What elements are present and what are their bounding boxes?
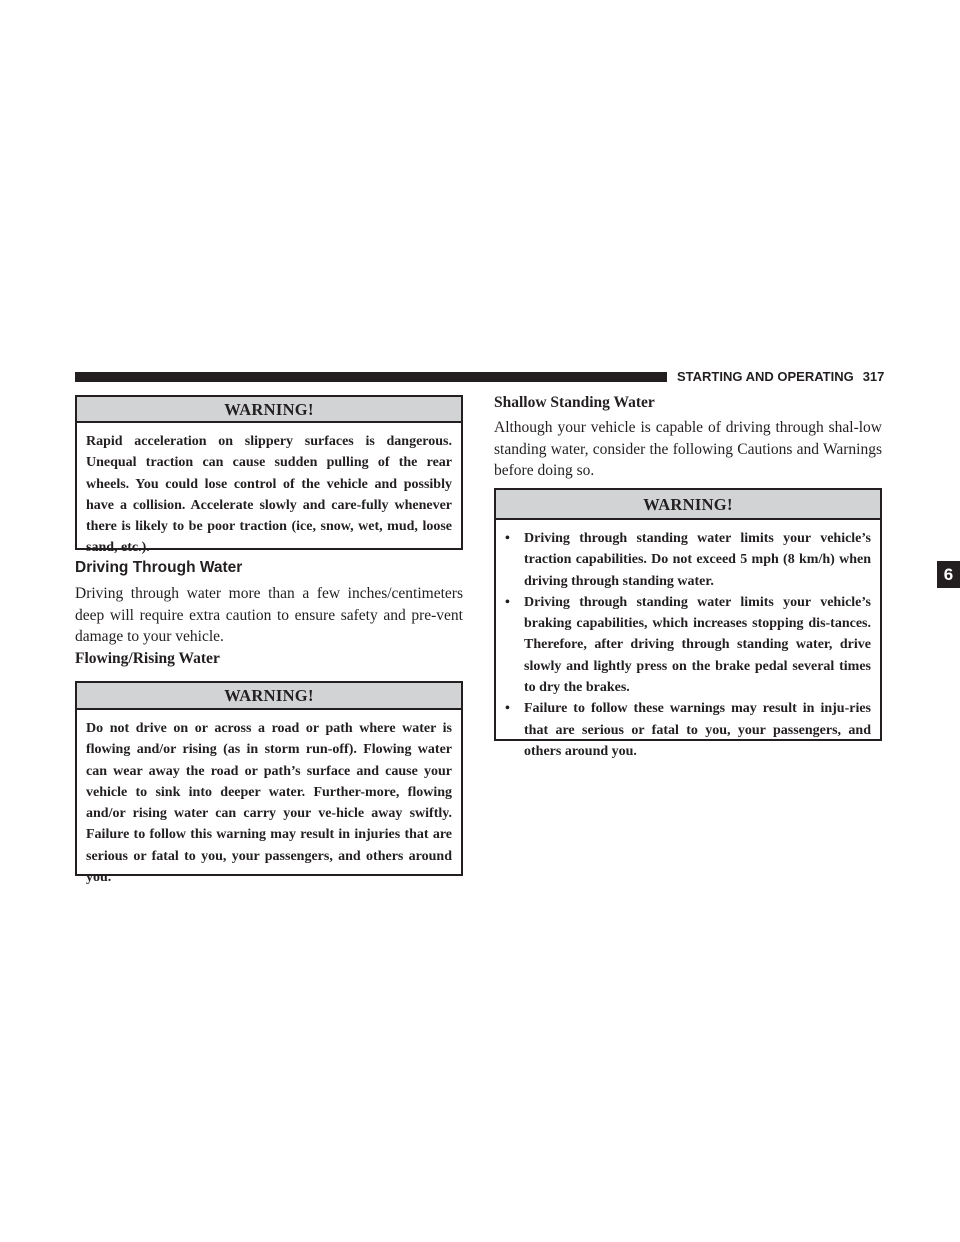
- warning-box-standing-water: [494, 488, 882, 759]
- section-title: STARTING AND OPERATING: [677, 369, 854, 384]
- list-item: [505, 592, 871, 698]
- section-paragraph: Driving through water more than a few inches/centimeters deep will require extra caution to ensure safety and pre-vent damage to your vehicle.: [75, 585, 463, 645]
- warning-title: WARNING!: [496, 490, 880, 520]
- warning-text: Rapid acceleration on slippery surfaces is dangerous. Unequal traction can cause sudden pulling of the rear wheels. You could lose control of the vehicle and possibly have a collision. Accelerate slowly and care-fully whenever there is likely to be poor traction (ice, snow, wet, mud, loose sand, etc.).: [86, 434, 452, 556]
- bullet: •: [505, 531, 510, 546]
- warning-box-rapid-acceleration: [75, 395, 463, 556]
- warning-text: Do not drive on or across a road or path where water is flowing and/or rising (as in storm run-off). Flowing water can wear away the road or path’s surface and cause your vehicle to sink into deeper water. Further-more, flowing and/or rising water can carry your ve-hicle away swiftly. Failure to follow this warning may result in injuries that are serious or fatal to you, your passengers, and others around you.: [86, 721, 452, 886]
- warning-list: [496, 520, 880, 762]
- list-item: [505, 528, 871, 592]
- warning-title: WARNING!: [77, 397, 461, 423]
- list-item: [505, 698, 871, 762]
- bullet: •: [505, 594, 510, 610]
- section-heading: Driving Through Water: [75, 559, 243, 576]
- running-header: [677, 369, 885, 385]
- list-item-text: Driving through standing water limits your vehicle’s braking capabilities, which increases stopping dis-tances. Therefore, after driving through standing water, drive slowly and lightly press on the brake pedal several times to dry the brakes.: [524, 594, 871, 696]
- intro-paragraph: Although your vehicle is capable of driving through shal-low standing water, consider the following Cautions and Warnings before doing so.: [494, 419, 882, 479]
- chapter-tab: 6: [937, 561, 960, 588]
- list-item-text: Driving through standing water limits your vehicle’s traction capabilities. Do not exceed 5 mph (8 km/h) when driving through standing water.: [524, 531, 871, 589]
- warning-box-flowing-water: [75, 681, 463, 886]
- warning-title: WARNING!: [77, 683, 461, 710]
- subheading-shallow-water: Shallow Standing Water: [494, 394, 655, 411]
- list-item-text: Failure to follow these warnings may result in inju-ries that are serious or fatal to you, your passengers, and others around you.: [524, 701, 871, 759]
- subheading-flowing-water: Flowing/Rising Water: [75, 650, 220, 667]
- header-rule: [75, 372, 667, 382]
- page-number: 317: [862, 369, 885, 384]
- bullet: •: [505, 701, 510, 717]
